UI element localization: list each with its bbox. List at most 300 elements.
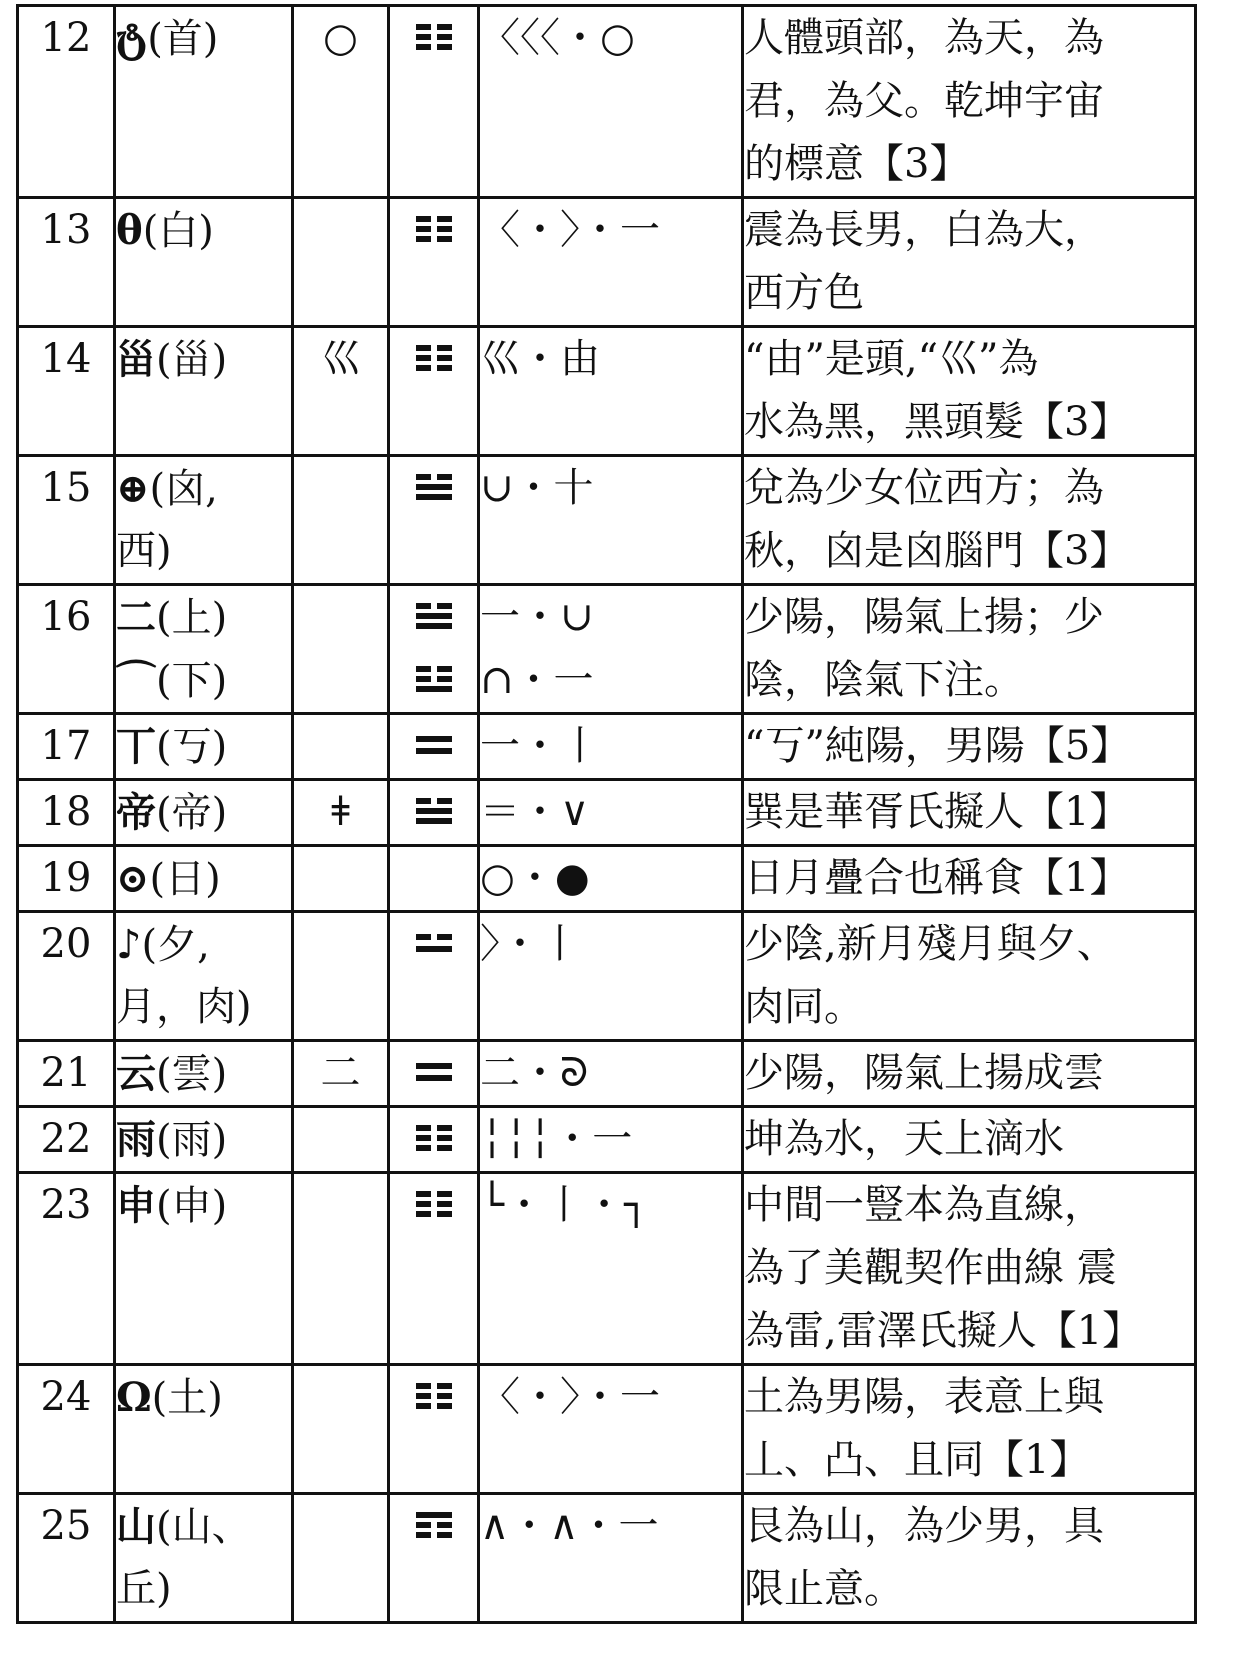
trigram-icon-broken-line-left xyxy=(416,1532,431,1538)
ancient-character-cell xyxy=(115,1494,293,1623)
ancient-glyph: ⊙ xyxy=(116,855,150,902)
trigram-icon-broken-line-left xyxy=(416,934,431,940)
ancient-character-cell xyxy=(115,1107,293,1173)
trigram-icon-broken-line-left xyxy=(416,1522,431,1528)
stroke-formula: ∧・∧・一 xyxy=(480,1503,659,1549)
description-line: 為了美觀契作曲線 震 xyxy=(744,1245,1117,1291)
table-row xyxy=(18,198,1196,327)
stroke-formula: ∩・一 xyxy=(480,657,594,703)
ancient-character-cell xyxy=(115,780,293,846)
variant-form xyxy=(294,586,387,649)
row-number-text: 18 xyxy=(40,789,92,835)
variant-form-cell xyxy=(293,1365,389,1494)
stroke-formula-cell xyxy=(479,327,743,456)
trigram-icon-broken-line-left xyxy=(416,666,431,672)
variant-form xyxy=(294,457,387,520)
row-number-text: 12 xyxy=(40,15,92,61)
row-number-text: 20 xyxy=(40,921,92,967)
variant-form-cell xyxy=(293,780,389,846)
trigram-icon-solid-line xyxy=(416,808,452,814)
trigram-cell xyxy=(389,846,479,912)
trigram-line xyxy=(390,913,477,976)
character-gloss: (白) xyxy=(142,208,214,254)
trigram-icon-broken-line-right xyxy=(437,1393,452,1399)
trigram-icon xyxy=(416,1125,452,1151)
trigram-line xyxy=(390,1042,477,1105)
ancient-character-cell xyxy=(115,1365,293,1494)
trigram-icon-broken-line-right xyxy=(437,1211,452,1217)
trigram-icon-broken-line-right xyxy=(437,226,452,232)
character-gloss: (囟, xyxy=(149,466,218,512)
variant-form xyxy=(294,1366,387,1429)
trigram-icon-solid-line xyxy=(416,748,452,754)
trigram-line xyxy=(390,1366,477,1429)
trigram-cell xyxy=(389,1494,479,1623)
trigram-icon-broken-line-left xyxy=(416,1403,431,1409)
trigram-line xyxy=(390,1108,477,1171)
description-line: 日月疊合也稱食【1】 xyxy=(744,855,1130,901)
trigram-icon-broken-line-right xyxy=(437,934,452,940)
character-line xyxy=(116,1042,291,1105)
stroke-formula: 〉・丨 xyxy=(480,921,580,967)
character-line xyxy=(116,1108,291,1171)
character-gloss-continued: 西) xyxy=(116,528,172,574)
stroke-formula: ╎╎╎・一 xyxy=(480,1116,633,1162)
row-number xyxy=(18,1107,115,1173)
trigram-icon-broken-line-left xyxy=(416,1211,431,1217)
row-number xyxy=(18,714,115,780)
ancient-glyph: 山 xyxy=(116,1503,156,1550)
table-row xyxy=(18,1107,1196,1173)
trigram-icon-solid-line xyxy=(416,1063,452,1069)
stroke-formula-cell xyxy=(479,912,743,1041)
variant-form: ○ xyxy=(323,15,358,61)
variant-form-cell xyxy=(293,198,389,327)
trigram-icon-broken-line-left xyxy=(416,1383,431,1389)
trigram-cell xyxy=(389,1107,479,1173)
description-line: 艮為山，為少男，具 xyxy=(744,1503,1104,1549)
trigram-icon xyxy=(416,474,452,500)
trigram-icon-broken-line-right xyxy=(437,365,452,371)
variant-form xyxy=(294,1174,387,1237)
trigram-icon-solid-line xyxy=(416,736,452,742)
trigram-icon-broken-line-left xyxy=(416,236,431,242)
description-cell xyxy=(743,456,1196,585)
character-gloss: (雨) xyxy=(156,1117,228,1163)
trigram-icon-broken-line-right xyxy=(437,676,452,682)
trigram-icon-broken-line-left xyxy=(416,1191,431,1197)
trigram-icon xyxy=(416,603,452,629)
trigram-icon-broken-line-right xyxy=(437,1145,452,1151)
row-number-text: 23 xyxy=(40,1182,92,1228)
trigram-line xyxy=(390,715,477,778)
stroke-formula-cell xyxy=(479,1173,743,1365)
trigram-icon-broken-line-left xyxy=(416,603,431,609)
character-gloss: (夕, xyxy=(141,922,210,968)
variant-form-cell xyxy=(293,327,389,456)
stroke-formula: 巛・由 xyxy=(480,336,600,382)
trigram-icon xyxy=(416,1191,452,1217)
trigram-icon-broken-line-right xyxy=(437,666,452,672)
variant-form xyxy=(294,1108,387,1171)
variant-form-cell xyxy=(293,714,389,780)
trigram-icon-solid-line xyxy=(416,946,452,952)
trigram-cell xyxy=(389,1041,479,1107)
variant-form-cell xyxy=(293,585,389,714)
character-line xyxy=(116,199,291,262)
table-row xyxy=(18,714,1196,780)
ancient-character-cell xyxy=(115,714,293,780)
stroke-formula-cell xyxy=(479,846,743,912)
character-line xyxy=(116,847,291,910)
table-row xyxy=(18,327,1196,456)
stroke-formula-cell xyxy=(479,1107,743,1173)
trigram-icon-broken-line-left xyxy=(416,1135,431,1141)
trigram-icon-broken-line-left xyxy=(416,474,431,480)
trigram-cell xyxy=(389,780,479,846)
trigram-icon-broken-line-left xyxy=(416,355,431,361)
table-row xyxy=(18,1173,1196,1365)
trigram-icon-broken-line-right xyxy=(437,236,452,242)
trigram-icon-solid-line xyxy=(416,494,452,500)
trigram-icon-solid-line xyxy=(416,484,452,490)
character-line xyxy=(116,328,291,391)
trigram-icon xyxy=(416,666,452,692)
row-number-text: 22 xyxy=(40,1116,92,1162)
row-number-text: 14 xyxy=(40,336,92,382)
character-gloss: (甾) xyxy=(156,337,228,383)
stroke-formula: └・丨・┐ xyxy=(480,1182,649,1228)
trigram-icon-broken-line-right xyxy=(437,1532,452,1538)
variant-form-cell xyxy=(293,912,389,1041)
ancient-glyph: 雨 xyxy=(116,1116,156,1163)
character-table xyxy=(16,4,1197,1624)
trigram-line xyxy=(390,1495,477,1558)
trigram-line xyxy=(390,781,477,844)
ancient-glyph: ⌒ xyxy=(116,657,156,704)
trigram-icon-broken-line-left xyxy=(416,34,431,40)
trigram-icon-broken-line-right xyxy=(437,44,452,50)
variant-form xyxy=(294,715,387,778)
ancient-glyph: 申 xyxy=(116,1182,156,1229)
description-cell xyxy=(743,1494,1196,1623)
description-line: “丂”純陽，男陽【5】 xyxy=(744,723,1131,769)
trigram-line xyxy=(390,1174,477,1237)
table-row xyxy=(18,780,1196,846)
trigram-icon-broken-line-left xyxy=(416,44,431,50)
variant-form-cell xyxy=(293,1173,389,1365)
row-number xyxy=(18,846,115,912)
variant-form: 二 xyxy=(320,1050,361,1096)
trigram-icon xyxy=(416,798,452,824)
ancient-glyph: θ xyxy=(116,207,143,254)
trigram-icon-broken-line-right xyxy=(437,34,452,40)
trigram-icon-broken-line-right xyxy=(437,1383,452,1389)
row-number-text: 13 xyxy=(40,207,92,253)
trigram-icon-broken-line-left xyxy=(416,345,431,351)
row-number-text: 21 xyxy=(40,1050,92,1096)
ancient-glyph: 甾 xyxy=(116,336,156,383)
stroke-formula: ∪・十 xyxy=(480,465,594,511)
ancient-character-cell xyxy=(115,6,293,198)
trigram-icon xyxy=(416,345,452,371)
variant-form xyxy=(294,847,387,910)
variant-form-cell xyxy=(293,1107,389,1173)
stroke-formula-cell xyxy=(479,780,743,846)
stroke-formula-cell xyxy=(479,714,743,780)
ancient-glyph: 二 xyxy=(116,594,156,641)
trigram-icon-broken-line-right xyxy=(437,1125,452,1131)
description-cell xyxy=(743,585,1196,714)
trigram-icon-broken-line-right xyxy=(437,1135,452,1141)
trigram-cell xyxy=(389,714,479,780)
description-cell xyxy=(743,846,1196,912)
stroke-formula: ○・● xyxy=(480,855,590,901)
character-line xyxy=(116,781,291,844)
character-line xyxy=(116,913,291,976)
row-number-text: 25 xyxy=(40,1503,92,1549)
trigram-icon-broken-line-left xyxy=(416,365,431,371)
character-line xyxy=(116,586,291,649)
variant-form-cell xyxy=(293,846,389,912)
trigram-icon-broken-line-left xyxy=(416,676,431,682)
trigram-icon xyxy=(416,216,452,242)
trigram-icon-broken-line-right xyxy=(437,474,452,480)
trigram-icon-solid-line xyxy=(416,613,452,619)
stroke-formula: 〈〈〈・○ xyxy=(480,15,635,61)
variant-form xyxy=(294,1495,387,1558)
variant-form xyxy=(294,913,387,976)
trigram-cell xyxy=(389,456,479,585)
description-line: 肉同。 xyxy=(744,984,864,1030)
character-line xyxy=(116,1495,291,1558)
table-row xyxy=(18,846,1196,912)
trigram-icon xyxy=(416,1059,452,1085)
row-number-text: 16 xyxy=(40,594,92,640)
ancient-glyph: ⊕ xyxy=(116,465,150,512)
variant-form xyxy=(294,199,387,262)
trigram-line xyxy=(390,328,477,391)
ancient-character-cell xyxy=(115,1041,293,1107)
description-line: 土為男陽，表意上與 xyxy=(744,1374,1104,1420)
description-line: 君，為父。乾坤宇宙 xyxy=(744,78,1104,124)
ancient-character-cell xyxy=(115,327,293,456)
character-gloss: (山、 xyxy=(156,1504,252,1550)
table-row xyxy=(18,456,1196,585)
trigram-line xyxy=(390,649,477,712)
description-cell xyxy=(743,714,1196,780)
stroke-formula: 〈・〉・一 xyxy=(480,1374,660,1420)
description-line: 限止意。 xyxy=(744,1566,904,1612)
table-row xyxy=(18,912,1196,1041)
character-line xyxy=(116,1174,291,1237)
ancient-character-cell xyxy=(115,846,293,912)
trigram-icon-solid-line xyxy=(416,686,452,692)
ancient-character-cell xyxy=(115,585,293,714)
description-cell xyxy=(743,198,1196,327)
character-line xyxy=(116,715,291,778)
stroke-formula-cell xyxy=(479,6,743,198)
description-line: 少陰,新月殘月與夕、 xyxy=(744,921,1117,967)
character-gloss: (丂) xyxy=(156,724,228,770)
ancient-glyph: ♪ xyxy=(116,921,142,968)
trigram-cell xyxy=(389,198,479,327)
trigram-icon-broken-line-right xyxy=(437,603,452,609)
ancient-glyph: 云 xyxy=(116,1050,156,1097)
trigram-icon-broken-line-left xyxy=(416,24,431,30)
stroke-formula-cell xyxy=(479,1494,743,1623)
row-number xyxy=(18,1041,115,1107)
description-cell xyxy=(743,1107,1196,1173)
row-number xyxy=(18,327,115,456)
row-number-text: 24 xyxy=(40,1374,92,1420)
description-line: 中間一豎本為直線， xyxy=(744,1182,1104,1228)
row-number xyxy=(18,456,115,585)
ancient-glyph: 丅 xyxy=(116,723,156,770)
trigram-icon-solid-line xyxy=(416,1512,452,1518)
character-gloss: (帝) xyxy=(156,790,228,836)
character-gloss: (首) xyxy=(147,16,219,62)
description-line: 西方色 xyxy=(744,270,864,316)
trigram-icon xyxy=(416,24,452,50)
ancient-character-cell xyxy=(115,456,293,585)
stroke-formula-cell xyxy=(479,1365,743,1494)
trigram-line xyxy=(390,457,477,520)
character-gloss: (日) xyxy=(149,856,221,902)
table-row xyxy=(18,585,1196,714)
trigram-icon-solid-line xyxy=(416,623,452,629)
trigram-icon xyxy=(416,1383,452,1409)
trigram-icon-broken-line-left xyxy=(416,1393,431,1399)
ancient-character-cell xyxy=(115,198,293,327)
ancient-character-cell xyxy=(115,912,293,1041)
trigram-icon-broken-line-right xyxy=(437,355,452,361)
trigram-icon-broken-line-right xyxy=(437,1201,452,1207)
trigram-icon-broken-line-left xyxy=(416,226,431,232)
row-number-text: 19 xyxy=(40,855,92,901)
table-row xyxy=(18,6,1196,198)
table-row xyxy=(18,1041,1196,1107)
row-number xyxy=(18,1365,115,1494)
trigram-icon-broken-line-right xyxy=(437,216,452,222)
table-row xyxy=(18,1494,1196,1623)
description-line: 兌為少女位西方；為 xyxy=(744,465,1104,511)
trigram-line xyxy=(390,199,477,262)
trigram-line xyxy=(390,7,477,70)
variant-form-cell xyxy=(293,456,389,585)
trigram-icon-broken-line-left xyxy=(416,798,431,804)
description-cell xyxy=(743,912,1196,1041)
ancient-character-cell xyxy=(115,1173,293,1365)
row-number xyxy=(18,912,115,1041)
trigram-icon xyxy=(416,732,452,758)
stroke-formula-cell xyxy=(479,198,743,327)
trigram-cell xyxy=(389,1173,479,1365)
trigram-icon-broken-line-left xyxy=(416,1125,431,1131)
trigram-icon-broken-line-left xyxy=(416,1145,431,1151)
variant-form: 巛 xyxy=(320,336,361,382)
row-number xyxy=(18,1173,115,1365)
variant-form: ǂ xyxy=(331,789,350,835)
variant-form-cell xyxy=(293,1494,389,1623)
description-line: 秋，囟是囟腦門【3】 xyxy=(744,528,1130,574)
ancient-glyph: 帝 xyxy=(116,789,156,836)
row-number-text: 17 xyxy=(40,723,92,769)
description-line: 震為長男，白為大， xyxy=(744,207,1104,253)
character-line xyxy=(116,7,291,70)
stroke-formula-cell xyxy=(479,1041,743,1107)
trigram-icon xyxy=(416,1512,452,1538)
description-line: 的標意【3】 xyxy=(744,141,970,187)
stroke-formula: ＝・∨ xyxy=(480,789,590,835)
stroke-formula-cell xyxy=(479,585,743,714)
trigram-icon-broken-line-right xyxy=(437,1403,452,1409)
description-cell xyxy=(743,1041,1196,1107)
stroke-formula: 一・丨 xyxy=(480,723,600,769)
ancient-glyph: ტ xyxy=(116,15,148,62)
trigram-icon-broken-line-left xyxy=(416,1201,431,1207)
trigram-icon-broken-line-right xyxy=(437,24,452,30)
stroke-formula: 〈・〉・一 xyxy=(480,207,660,253)
row-number xyxy=(18,6,115,198)
character-gloss-continued: 丘) xyxy=(116,1566,172,1612)
trigram-icon-broken-line-right xyxy=(437,1191,452,1197)
description-line: 少陽，陽氣上揚成雲 xyxy=(744,1050,1104,1096)
row-number xyxy=(18,198,115,327)
variant-form-cell xyxy=(293,1041,389,1107)
description-line: 人體頭部，為天，為 xyxy=(744,15,1104,61)
trigram-icon xyxy=(416,930,452,956)
table-row xyxy=(18,1365,1196,1494)
description-line: 丄、凸、且同【1】 xyxy=(744,1437,1090,1483)
trigram-icon-broken-line-left xyxy=(416,216,431,222)
character-gloss: (申) xyxy=(156,1183,228,1229)
character-gloss: (下) xyxy=(156,658,228,704)
trigram-icon-broken-line-right xyxy=(437,1522,452,1528)
stroke-formula: 二・ᘐ xyxy=(480,1050,589,1096)
trigram-icon-solid-line xyxy=(416,1075,452,1081)
description-line: 為雷,雷澤氏擬人【1】 xyxy=(744,1308,1143,1354)
description-line: 少陽，陽氣上揚；少 xyxy=(744,594,1104,640)
trigram-cell xyxy=(389,912,479,1041)
description-line: 陰，陰氣下注。 xyxy=(744,657,1024,703)
description-cell xyxy=(743,1365,1196,1494)
variant-form-cell xyxy=(293,6,389,198)
character-line xyxy=(116,649,291,712)
description-line: 水為黑，黑頭髮【3】 xyxy=(744,399,1130,445)
character-gloss: (雲) xyxy=(156,1051,228,1097)
ancient-glyph: Ω xyxy=(116,1374,152,1421)
character-line xyxy=(116,1366,291,1429)
description-cell xyxy=(743,6,1196,198)
trigram-cell xyxy=(389,1365,479,1494)
trigram-cell xyxy=(389,327,479,456)
description-cell xyxy=(743,327,1196,456)
description-cell xyxy=(743,780,1196,846)
row-number-text: 15 xyxy=(40,465,92,511)
description-cell xyxy=(743,1173,1196,1365)
table-body xyxy=(18,6,1196,1623)
trigram-cell xyxy=(389,585,479,714)
character-gloss-continued: 月，肉) xyxy=(116,984,252,1030)
description-line: 巽是華胥氏擬人【1】 xyxy=(744,789,1130,835)
character-gloss: (上) xyxy=(156,595,228,641)
trigram-line xyxy=(390,586,477,649)
trigram-icon-broken-line-right xyxy=(437,345,452,351)
description-line: “由”是頭,“巛”為 xyxy=(744,336,1039,382)
stroke-formula-cell xyxy=(479,456,743,585)
stroke-formula: 一・∪ xyxy=(480,594,594,640)
